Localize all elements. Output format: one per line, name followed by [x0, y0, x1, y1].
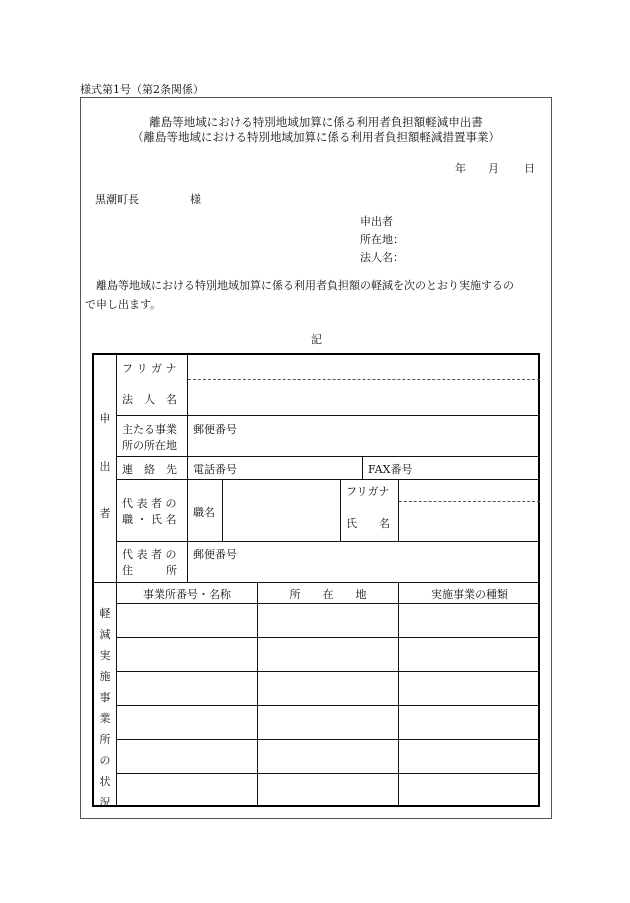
rep-address-label-2: 住 所 — [122, 564, 177, 577]
rep-furigana-label: フリガナ — [346, 485, 390, 498]
office-address-label-1: 主たる事業 — [122, 423, 177, 436]
section-status-char: 施 — [99, 670, 111, 683]
section-applicant-char: 出 — [99, 460, 111, 473]
col-header-location: 所 在 地 — [289, 588, 367, 601]
applicant-corp-label: 法人名： — [360, 251, 404, 264]
divider — [222, 479, 223, 541]
section-status-char: 事 — [99, 691, 111, 704]
divider — [117, 415, 540, 416]
section-status-char: 軽 — [99, 607, 111, 620]
application-table — [92, 353, 540, 807]
addressee-name: 黒潮町長 — [95, 193, 139, 206]
phone-label: 電話番号 — [193, 463, 237, 476]
section-status-char: 況 — [99, 796, 111, 809]
divider — [117, 773, 540, 774]
form-number: 様式第1号（第2条関係） — [80, 83, 204, 96]
section-applicant-char: 申 — [99, 412, 111, 425]
divider — [340, 479, 341, 541]
fax-label: FAX番号 — [368, 463, 413, 476]
ki-label: 記 — [311, 333, 322, 346]
divider — [362, 456, 363, 479]
section-status-char: 状 — [99, 775, 111, 788]
divider — [117, 705, 540, 706]
office-postal-label: 郵便番号 — [193, 423, 237, 436]
representative-label-1: 代 表 者 の — [122, 497, 177, 510]
col-header-service-type: 実施事業の種類 — [431, 588, 508, 601]
col-header-office-number: 事業所番号・名称 — [143, 588, 231, 601]
divider — [117, 541, 540, 542]
divider — [187, 355, 188, 582]
divider — [117, 739, 540, 740]
form-title: 離島等地域における特別地域加算に係る利用者負担額軽減申出書 — [149, 115, 483, 129]
section-status-char: の — [99, 754, 111, 767]
divider — [117, 479, 540, 480]
divider — [117, 456, 540, 457]
divider — [398, 479, 399, 541]
section-applicant-char: 者 — [99, 507, 111, 520]
divider — [117, 637, 540, 638]
applicant-label: 申出者 — [360, 215, 393, 228]
divider — [257, 582, 258, 805]
rep-address-label-1: 代 表 者 の — [122, 548, 177, 561]
representative-label-2: 職 ・ 氏 名 — [122, 513, 177, 526]
date-month-label: 月 — [488, 162, 499, 175]
date-year-label: 年 — [455, 162, 466, 175]
furigana-label: フ リ ガ ナ — [122, 362, 177, 375]
divider — [117, 603, 540, 604]
rep-name-label: 氏 名 — [346, 517, 390, 530]
form-subtitle: （離島等地域における特別地域加算に係る利用者負担額軽減措置事業） — [132, 130, 500, 144]
section-status-char: 減 — [99, 628, 111, 641]
addressee-honorific: 様 — [190, 193, 201, 206]
applicant-location-label: 所在地： — [360, 233, 404, 246]
position-label: 職名 — [193, 506, 215, 519]
divider — [398, 582, 399, 805]
corp-name-label: 法 人 名 — [122, 393, 177, 406]
section-status-char: 所 — [99, 733, 111, 746]
section-status-char: 業 — [99, 712, 111, 725]
body-text-line1: 離島等地域における特別地域加算に係る利用者負担額の軽減を次のとおり実施するの — [96, 279, 514, 292]
divider — [117, 671, 540, 672]
office-address-label-2: 所の所在地 — [122, 439, 177, 452]
rep-postal-label: 郵便番号 — [193, 548, 237, 561]
divider — [188, 379, 540, 380]
divider — [399, 501, 540, 502]
section-status-char: 実 — [99, 649, 111, 662]
date-day-label: 日 — [524, 162, 535, 175]
contact-label: 連 絡 先 — [122, 463, 177, 476]
body-text-line2: で申し出ます。 — [85, 298, 162, 311]
divider — [94, 582, 540, 583]
divider — [116, 355, 117, 805]
